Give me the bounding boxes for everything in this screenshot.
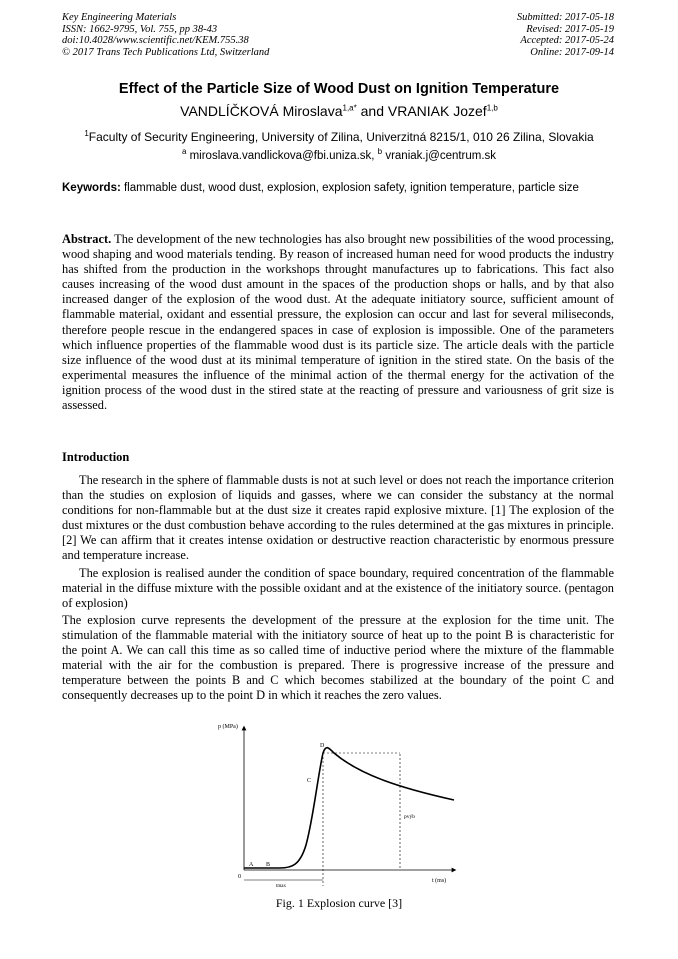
- intro-heading: Introduction: [62, 450, 130, 464]
- point-c-label: C: [307, 778, 312, 784]
- x-axis-label: t (ms): [432, 878, 447, 884]
- keywords: [62, 181, 614, 196]
- journal-info: [62, 12, 269, 58]
- submission-dates: [517, 12, 614, 58]
- author-1-sup: 1,a*: [342, 103, 357, 113]
- date-revised: Revised: 2017-05-19: [526, 23, 614, 35]
- tmax-label: tmax: [276, 884, 286, 889]
- y-axis-label: p (MPa): [218, 724, 238, 730]
- email-a-sup: a: [181, 147, 187, 157]
- journal-doi: doi:10.4028/www.scientific.net/KEM.755.38: [62, 35, 249, 46]
- email-b: vraniak.j@centrum.sk: [382, 150, 497, 162]
- explosion-curve: [244, 748, 454, 868]
- journal-issn: ISSN: 1662-9795, Vol. 755, pp 38-43: [62, 23, 218, 35]
- abstract: [62, 232, 614, 413]
- author-2-sup: 1,b: [486, 103, 498, 113]
- emails: [0, 147, 678, 162]
- email-a: miroslava.vandlickova@fbi.uniza.sk,: [186, 150, 378, 162]
- intro-paragraph-2: The explosion is realised aunder the condition of space boundary, required concentration of the flammable material in the diffuse mixture with the possible oxidant and at the existence of the initiatory source. (pentagon of explosion): [62, 566, 614, 611]
- figure-caption: Fig. 1 Explosion curve [3]: [275, 896, 403, 910]
- affiliation-text: Faculty of Security Engineering, University of Zilina, Univerzitná 8215/1, 010 26 Zilina, Slovakia: [88, 130, 594, 144]
- keywords-label: Keywords:: [62, 182, 121, 194]
- intro-paragraph-3: The explosion curve represents the development of the pressure at the explosion for the time unit. The stimulation of the flammable material with the initiatory source of heat up to the point B is characteristic for the point A. We can call this time as so called time of inductive period where the mixture of the flammable material with the air for the combustion is prepared. There is progressive increase of the pressure and temperature between the points B and C which becomes stabilized at the boundary of the point C and consequently decreases up to the point D in which it reaches the zero values.: [62, 613, 614, 703]
- affiliation: [0, 130, 678, 144]
- point-d-label: D: [320, 743, 325, 749]
- pvyb-label: pvýb: [404, 814, 415, 820]
- abstract-label: Abstract.: [62, 232, 112, 246]
- date-accepted: Accepted: 2017-05-24: [520, 35, 614, 46]
- author-2: VRANIAK Jozef: [387, 103, 487, 119]
- keywords-text: flammable dust, wood dust, explosion, explosion safety, ignition temperature, particle size: [120, 182, 579, 194]
- explosion-curve-figure: [210, 720, 470, 890]
- email-b-sup: b: [377, 147, 383, 157]
- date-online: Online: 2017-09-14: [530, 46, 614, 58]
- authors-and: and: [356, 103, 388, 119]
- author-1: VANDLÍČKOVÁ Miroslava: [180, 103, 343, 119]
- point-b-label: B: [266, 862, 271, 868]
- paper-title: Effect of the Particle Size of Wood Dust on Ignition Temperature: [118, 81, 560, 97]
- intro-paragraph-1: The research in the sphere of flammable dusts is not at such level or does not reach the importance criterion than the studies on explosion of liquids and gasses, where we can consider the substancy at the normal conditions for non-flammable but at the dust size it creates rapid explosive mixture. [1] The explosion of the dust mixtures or the dust combustion behave according to the rules determined at the gas mixtures in principle. [2] We can affirm that it creates intense oxidation or destructive reaction characteristic by enormous pressure and temperature increase.: [62, 473, 614, 563]
- journal-copyright: © 2017 Trans Tech Publications Ltd, Switzerland: [62, 46, 270, 58]
- authors: [0, 103, 678, 119]
- affiliation-sup: 1: [84, 129, 89, 138]
- abstract-text: The development of the new technologies has also brought new possibilities of the wood processing, wood shaping and wood materials tending. By reason of increased human need for wood products the industry has shifted from the production in the workshops throught manufactures up to fabrications. This fact also causes increasing of the wood dust amount in the spaces of the production shops or halls, and by that also increased danger of the explosion of the wood dust. At the adequate initiatory source, sufficient amount of flammable material, oxidant and essential pressure, the explosion can occur and last for several miliseconds, therefore people rescue in the endangered spaces in case of explosion is impossible. One of the parameters which influence properties of the flammable wood dust is its particle size. The article deals with the particle size influence of the wood dust at its minimal temperature of ignition in the stired state. On the basis of the experimental measures the influence of the minimal action of the thermal energy for the activation of the ignition process of the wood dust in the stired state at the reacting of pressure and variousness of grit size is assessed.: [62, 232, 614, 413]
- journal-name: Key Engineering Materials: [62, 12, 177, 23]
- date-submitted: Submitted: 2017-05-18: [516, 12, 614, 23]
- origin-label: 0: [238, 874, 241, 880]
- point-a-label: A: [249, 862, 254, 868]
